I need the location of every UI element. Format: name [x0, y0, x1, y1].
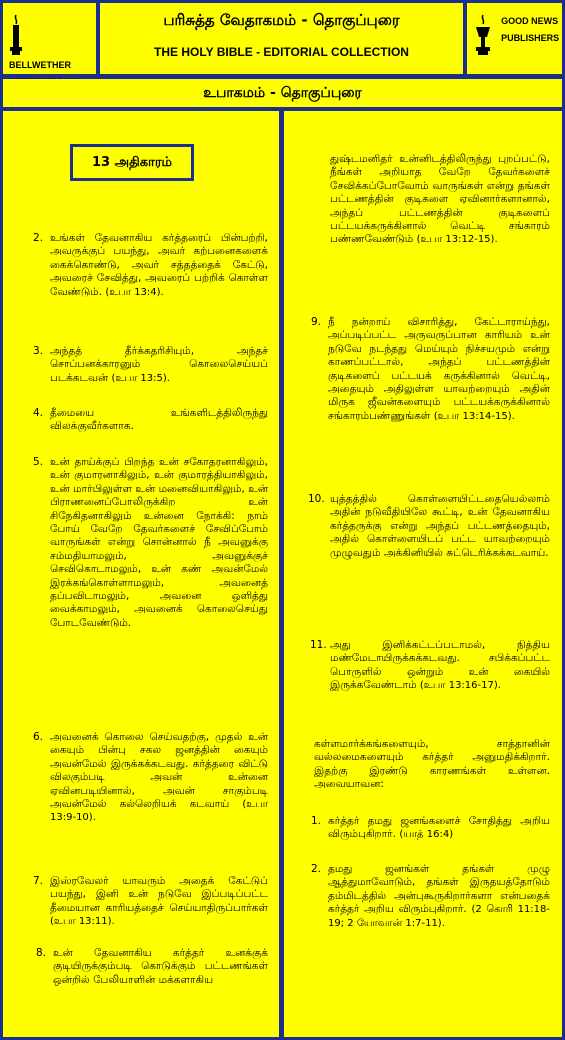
title-tamil: பரிசுத்த வேதாகமம் - தொகுப்புரை — [163, 11, 400, 29]
verse-number: 2. — [33, 232, 44, 244]
verse-number: 10. — [308, 493, 325, 505]
chapter-label: 13 அதிகாரம் — [70, 144, 194, 181]
verse-number: 4. — [33, 407, 44, 419]
right-column — [284, 111, 562, 1037]
verse-text: யுத்தத்தில் கொள்ளையிட்டதையெல்லாம் அதின் நடுவீதியிலே கூட்டி, உன் தேவனாகிய கர்த்தருக்கு என்று அந்தப் பட்டணத்தையும், அதில் கொள்ளையிடப் பட்ட யாவற்றையும் முழுவதும் அக்கினியில் சுட்டெரிக்கக்கடவாய். — [330, 493, 550, 559]
title-english: THE HOLY BIBLE - EDITORIAL COLLECTION — [154, 45, 409, 59]
verse-reference: (உபா 13:9-10). — [50, 799, 268, 824]
verse-text: துஷ்டமனிதர் உன்னிடத்திலிருந்து புறப்பட்டு, நீங்கள் அறியாத வேறே தேவர்களைச் சேவிக்கப்போவோம் வாருங்கள் என்று தங்கள் பட்டணத்தின் குடிகளை ஏவினார்களானால், அந்தப் பட்டணத்தின் குடிகளைப் பட்டயக்கருக்கினால் வெட்டி சங்காரம் பண்ணவேண்டும் — [330, 153, 550, 246]
reason-2 — [311, 863, 551, 930]
verse-reference: (உபா 13:11). — [50, 916, 115, 928]
left-column — [3, 111, 279, 1037]
verse-text: அந்தத் தீர்க்கதரிசியும், அந்தச் சொப்பனக்காரனும் கொலைசெய்யப் படக்கடவன் — [50, 345, 268, 384]
verse-text: அவனைக் கொலை செய்வதற்கு, முதல் உன் கையும் பின்பு சகல ஜனத்தின் கையும் அவன்மேல் இருக்கக்கடவது. கர்த்தரை விட்டு விலகும்படி அவன் உன்னை ஏவினபடியினால், அவன் சாகும்படி அவன்மேல் கல்லெறியக் கடவாய் — [50, 731, 268, 811]
verse-text: அது இனிக்கட்டப்படாமல், நித்திய மண்மேடாயிருக்கக்கடவது. சபிக்கப்பட்ட பொருளில் ஒன்றும் உன் கையில் இருக்கவேண்டாம் — [330, 639, 550, 692]
verse-reference: (உபா 13:16-17). — [419, 680, 501, 692]
verse-number: 5. — [33, 456, 44, 468]
page-header — [100, 3, 463, 74]
candle-icon — [9, 13, 23, 57]
verse-8 — [36, 947, 268, 987]
reason-text: கர்த்தர் தமது ஜனங்களைச் சோதித்து அறிய விரும்புகிறார். — [328, 815, 550, 841]
commentary-intro — [314, 738, 550, 792]
logo-right-line1: GOOD NEWS — [501, 16, 559, 26]
verse-5 — [33, 456, 268, 630]
verse-8-continuation — [330, 153, 550, 247]
verse-reference: (உபா 13:14-15). — [433, 410, 515, 422]
reason-1 — [311, 815, 550, 842]
reason-reference: (2 கொரி 11:18-19; 2 யோவான் 1:7-11). — [328, 904, 551, 929]
verse-2 — [33, 232, 268, 299]
verse-10 — [308, 493, 550, 560]
intro-text: கள்ளமார்க்கங்களையும், சாத்தானின் வல்லமைகளையும் கர்த்தர் அனுமதிக்கிறார். இதற்கு இரண்டு காரணங்கள் உள்ளன. அவையாவன: — [314, 738, 550, 791]
verse-6 — [33, 731, 268, 825]
verse-number: 6. — [33, 731, 44, 743]
verse-reference: (உபா 13:4). — [105, 286, 164, 298]
verse-reference: (உபா 13:5). — [111, 372, 170, 384]
reason-reference: (யாத் 16:4) — [399, 829, 454, 841]
reason-number: 2. — [311, 863, 322, 875]
verse-number: 7. — [33, 875, 44, 887]
verse-text: இஸ்ரவேலர் யாவரும் அதைக் கேட்டுப் பயந்து, இனி உன் நடுவே இப்படிப்பட்ட தீமையான காரியத்தைச் செய்யாதிருப்பார்கள் — [50, 875, 268, 914]
publisher-logo-left — [3, 3, 96, 74]
reason-number: 1. — [311, 815, 322, 827]
verse-reference: (உபா 13:12-15). — [416, 234, 498, 246]
verse-text: உங்கள் தேவனாகிய கர்த்தரைப் பின்பற்றி, அவருக்குப் பயந்து, அவர் கற்பனைகளைக் கைக்கொண்டு, அவர் சத்தத்தைக் கேட்டு, அவரைச் சேவித்து, அவரைப் பற்றிக் கொள்ள வேண்டும். — [50, 232, 268, 298]
verse-text: தீமையை உங்களிடத்திலிருந்து விலக்குவீர்களாக. — [50, 407, 268, 433]
verse-3 — [33, 345, 268, 385]
verse-text: உன் தேவனாகிய கர்த்தர் உனக்குக் குடியிருக்கும்படி கொடுக்கும் பட்டணங்கள் ஒன்றில் பேலியாளின் மக்களாகிய — [53, 947, 268, 986]
book-subtitle: உபாகமம் - தொகுப்புரை — [203, 85, 362, 101]
verse-number: 3. — [33, 345, 44, 357]
lamp-icon — [473, 13, 493, 57]
verse-number: 11. — [310, 639, 327, 651]
reason-text: தமது ஜனங்கள் தங்கள் முழு ஆத்துமாவோடும், தங்கள் இருதயத்தோடும் தம்மிடத்தில் அன்புகூருகிறார்களா என்பதைக் கர்த்தர் அறிய விரும்புகிறார். — [328, 863, 550, 916]
logo-right-line2: PUBLISHERS — [501, 33, 560, 43]
verse-4 — [33, 407, 268, 434]
verse-number: 8. — [36, 947, 47, 959]
verse-9 — [311, 316, 550, 423]
logo-left-line1: BELLWETHER — [9, 60, 71, 70]
verse-text: உன் தாய்க்குப் பிறந்த உன் சகோதரனாகிலும், உன் குமாரனாகிலும், உன் குமாரத்தியாகிலும், உன் மார்பிலுள்ள உன் மனைவியாகிலும், உன் பிராணனைப்போலிருக்கிற உன் சிநேகிதனாகிலும் உன்னை நோக்கி: நாம் போய் வேறே தேவர்களைச் சேவிப்போம் வாருங்கள் என்று சொன்னால் நீ அவனுக்கு சம்மதியாமலும், அவனுக்குச் செவிகொடாமலும், உன் கண் அவன்மேல் இரக்கங்கொள்ளாமலும், அவனைத் தப்பவிடாமலும், அவனை ஒளித்து வைக்காமலும், அவனைக் கொலைசெய்து போடவேண்டும். — [50, 456, 268, 629]
verse-7 — [33, 875, 268, 929]
publisher-logo-right — [467, 3, 562, 74]
verse-number: 9. — [311, 316, 322, 328]
section-subtitle-bar — [3, 79, 562, 107]
verse-text: நீ நன்றாய் விசாரித்து, கேட்டாராய்ந்து, அப்படிப்பட்ட அருவருப்பான காரியம் உன் நடுவே நடந்தது மெய்யும் நிச்சயமும் என்று காணப்பட்டால், அந்தப் பட்டணத்தின் குடிகளைப் பட்டயக் கருக்கினால் வெட்டி, அதையும் அதிலுள்ள யாவற்றையும் அதின் மிருக ஜீவன்களையும் பட்டயக்கருக்கினால் சங்காரம்பண்ணுங்கள் — [328, 316, 550, 422]
verse-11 — [310, 639, 550, 693]
